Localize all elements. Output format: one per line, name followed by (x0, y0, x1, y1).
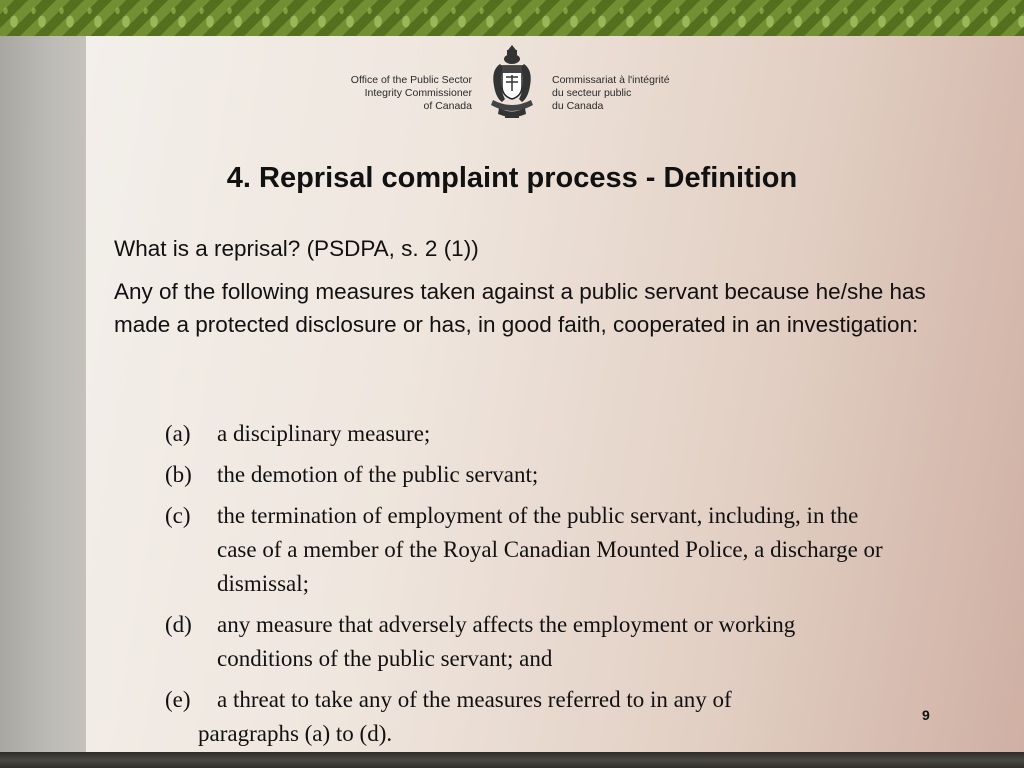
list-item (165, 417, 885, 451)
list-item (165, 499, 885, 601)
slide-title: 4. Reprisal complaint process - Definition (226, 162, 798, 194)
decorative-left-strip (0, 36, 86, 752)
list-item-text: the demotion of the public servant; (217, 462, 539, 487)
list-item-marker: (c) (165, 503, 191, 528)
reprisal-question: What is a reprisal? (PSDPA, s. 2 (1)) (114, 236, 479, 261)
page-number: 9 (922, 707, 930, 723)
list-item (165, 608, 885, 676)
logo-french-name: Commissariat à l'intégrité du secteur public du Canada (552, 74, 670, 112)
list-item-marker: (e) (165, 687, 191, 712)
list-item-marker: (b) (165, 462, 192, 487)
list-item-text: the termination of employment of the public servant, including, in the case of a member of the Royal Canadian Mounted Police, a discharge or dismissal; (217, 503, 883, 596)
list-item-marker: (d) (165, 612, 192, 637)
list-item-text: a disciplinary measure; (217, 421, 431, 446)
list-item-marker: (a) (165, 421, 191, 446)
list-item-text: a threat to take any of the measures referred to in any of (217, 687, 732, 712)
agency-logo (342, 44, 752, 122)
logo-english-name: Office of the Public Sector Integrity Commissioner of Canada (350, 74, 472, 112)
slide (86, 36, 1024, 752)
list-item-text-continuation: paragraphs (a) to (d). (198, 721, 393, 746)
decorative-top-band (0, 0, 1024, 36)
list-item (165, 683, 885, 751)
reprisal-definition-intro: Any of the following measures taken against a public servant because he/she has made a protected disclosure or has, in good faith, cooperated in an investigation: (114, 279, 926, 337)
reprisal-measures-list (165, 417, 885, 758)
list-item-text: any measure that adversely affects the employment or working conditions of the public servant; and (217, 612, 796, 671)
canada-coat-of-arms-icon (485, 44, 539, 120)
list-item (165, 458, 885, 492)
